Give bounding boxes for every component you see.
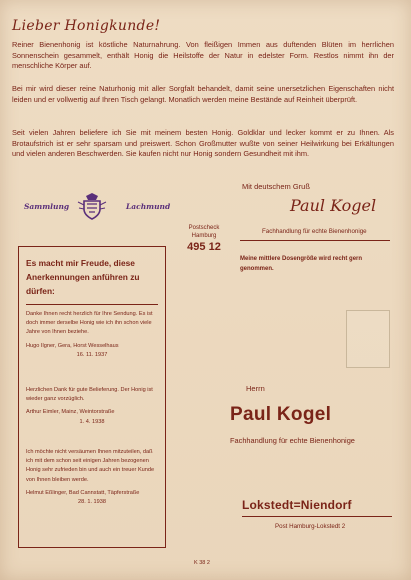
address-post: Post Hamburg-Lokstedt 2 — [275, 523, 346, 530]
testimonial-author: Helmut Eßlinger, Bad Cannstatt, Täpferstraße — [26, 489, 140, 496]
address-name: Paul Kogel — [230, 404, 332, 425]
postcheck-label: Postscheck — [188, 225, 220, 231]
signature-divider — [240, 240, 390, 241]
form-code: K 38 2 — [194, 560, 210, 566]
stamp-left-text: Sammlung — [24, 202, 70, 211]
address-city: Lokstedt=Niendorf — [242, 498, 352, 512]
signature-name: Paul Kogel — [290, 196, 377, 215]
postcheck-number: 495 12 — [187, 241, 221, 253]
crest-icon — [76, 192, 108, 220]
testimonial-text: Herzlichen Dank für gute Belieferung. Der Honig ist wieder ganz vorzüglich. — [26, 387, 153, 403]
dose-note: Meine mittlere Dosengröße wird recht gern genommen. — [240, 256, 363, 272]
testimonial-date: 16. 11. 1937 — [76, 351, 108, 358]
paragraph-1: Reiner Bienenhonig ist köstliche Naturnahrung. Von fleißigen Immen aus duftenden Blüten im herrlichen Sonnenschein gesammelt, enthält Honig die Heilstoffe der Natur in edelster Form. Restlos nimmt ihn der menschliche Körper auf. — [12, 40, 394, 71]
testimonial-author: Hugo Ilgner, Gera, Horst Wesselhaus — [26, 342, 119, 349]
postcheck-block — [184, 224, 224, 254]
signature-subtitle: Fachhandlung für echte Bienenhonige — [262, 228, 367, 235]
closing-greeting: Mit deutschem Gruß — [242, 182, 310, 191]
testimonial-2 — [26, 386, 158, 427]
paragraph-2: Bei mir wird dieser reine Naturhonig mit aller Sorgfalt behandelt, damit seine unersetzlichen Eigenschaften nicht leiden und er vollwertig auf Ihren Tisch gelangt. Monatlich werden meine Bestände auf Reinheit überprüft. — [12, 84, 394, 104]
address-salutation: Herrn — [246, 384, 265, 393]
stamp-right-text: Lachmund — [126, 202, 171, 211]
postcheck-city: Hamburg — [191, 233, 217, 239]
testimonial-date: 1. 4. 1938 — [79, 418, 105, 425]
testimonials-divider — [26, 304, 158, 305]
address-divider — [242, 516, 392, 517]
testimonial-author: Arthur Eimler, Mainz, Weintorstraße — [26, 409, 115, 416]
testimonial-text: Ich möchte nicht versäumen Ihnen mitzuteilen, daß ich mit dem schon seit einigen Jahren bezogenen Honig sehr zufrieden bin und auch ein treuer Kunde von Ihnen bleiben werde. — [26, 449, 155, 483]
greeting-heading: Lieber Honigkunde! — [12, 18, 161, 34]
paragraph-3: Seit vielen Jahren beliefere ich Sie mit meinem besten Honig. Goldklar und lecker kommt er zu Ihnen. Als Brotaufstrich ist er sehr sparsam und preiswert. Schon Großmutter wußte von seiner Heilwirkung bei Erkältungen und vielen anderen Beschwerden. Sie kaufen nicht nur Honig sondern Gesundheit mit ihm. — [12, 128, 394, 159]
testimonial-1 — [26, 310, 158, 360]
postage-stamp-area — [346, 310, 390, 368]
testimonial-text: Danke Ihnen recht herzlich für Ihre Sendung. Es ist doch immer derselbe Honig wie ich ihn schon viele Jahre von Ihnen beziehe. — [26, 311, 153, 336]
collection-stamp — [24, 192, 171, 220]
testimonial-3 — [26, 448, 158, 507]
address-subtitle: Fachhandlung für echte Bienenhonige — [230, 436, 355, 445]
testimonials-title: Es macht mir Freude, diese Anerkennungen anführen zu dürfen: — [26, 258, 140, 296]
testimonial-date: 28. 1. 1938 — [78, 499, 106, 506]
